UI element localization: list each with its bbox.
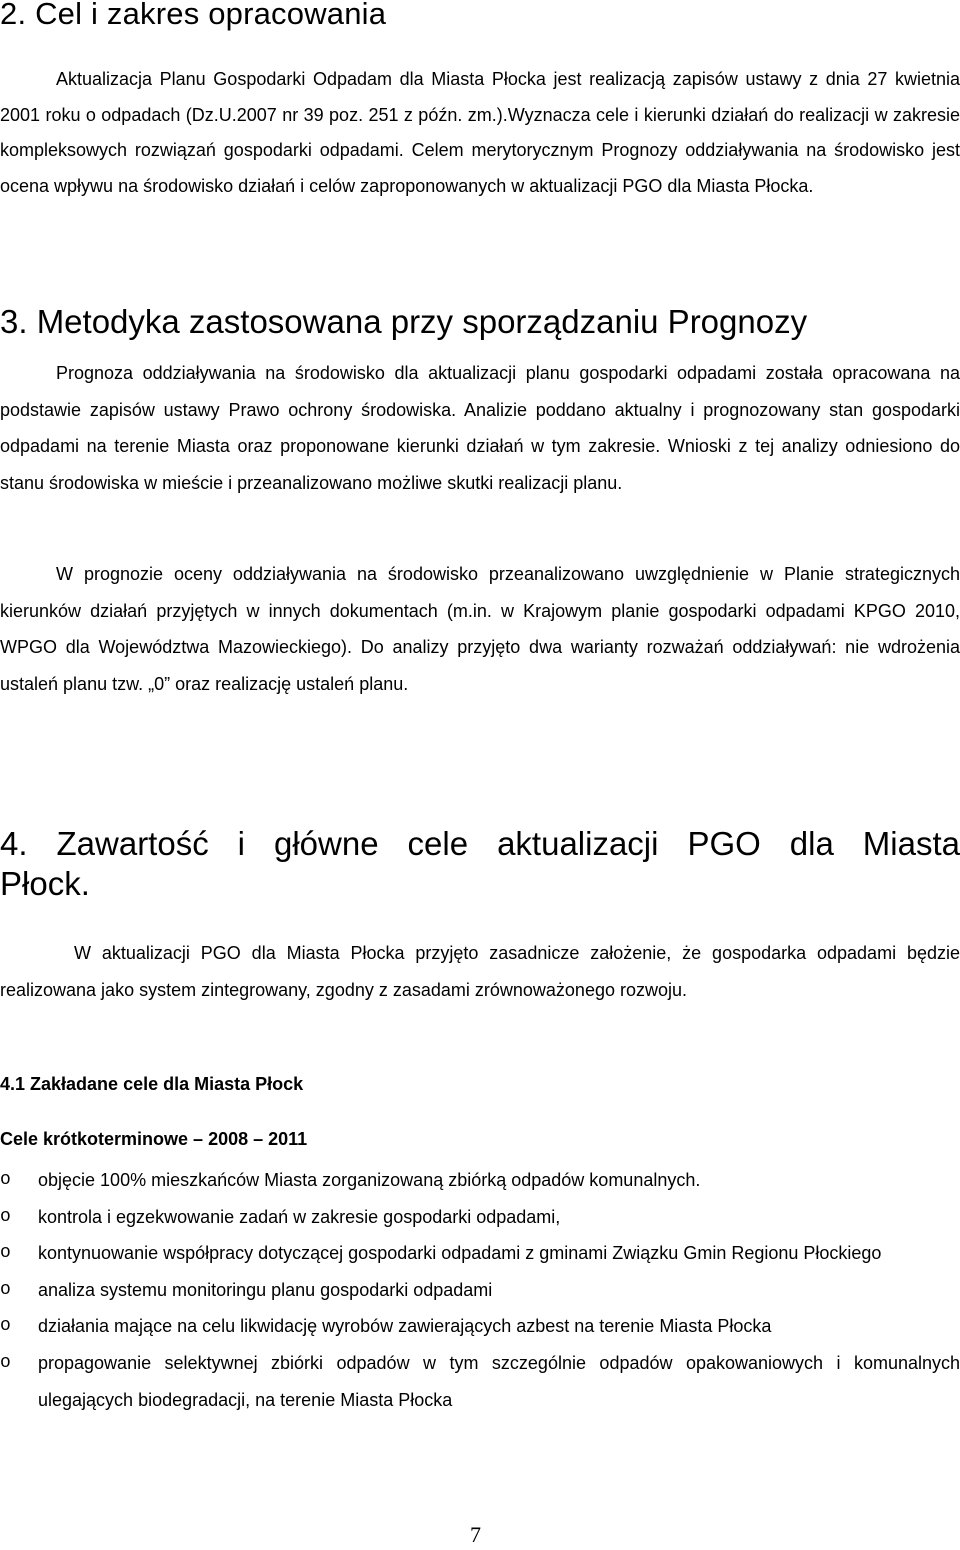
section-3-paragraph-2-text: W prognozie oceny oddziaływania na środowisko przeanalizowano uwzględnienie w Planie strategicznych kierunków działań przyjętych w innych dokumentach (m.in. w Krajowym planie gospodarki odpadami KPGO 2010, WPGO dla Województwa Mazowieckiego). Do analizy przyjęto dwa warianty rozważań oddziaływań: nie wdrożenia ustaleń planu tzw. „0” oraz realizację ustaleń planu. bbox=[0, 564, 960, 694]
list-item bbox=[0, 1272, 960, 1309]
bullet-o-icon: o bbox=[0, 1243, 11, 1264]
section-3-paragraph-1 bbox=[0, 355, 960, 501]
bullet-o-icon: o bbox=[0, 1279, 11, 1300]
bullet-o-icon: o bbox=[0, 1170, 11, 1190]
short-term-goals-heading: Cele krótkoterminowe – 2008 – 2011 bbox=[0, 1129, 308, 1149]
bullet-o-icon: o bbox=[0, 1352, 11, 1373]
section-2-heading: 2. Cel i zakres opracowania bbox=[0, 0, 387, 31]
section-4-heading: 4. Zawartość i główne cele aktualizacji PGO dla Miasta Płock. bbox=[0, 825, 960, 902]
list-item bbox=[0, 1345, 960, 1418]
list-item bbox=[0, 1235, 960, 1272]
list-item-text: kontrola i egzekwowanie zadań w zakresie gospodarki odpadami, bbox=[38, 1206, 561, 1227]
section-3-paragraph-2 bbox=[0, 556, 960, 702]
section-3-paragraph-1-text: Prognoza oddziaływania na środowisko dla aktualizacji planu gospodarki odpadami została opracowana na podstawie zapisów ustawy Prawo ochrony środowiska. Analizie poddano aktualny i prognozowany stan gospodarki odpadami na terenie Miasta oraz proponowane kierunki działań w tym zakresie. Wnioski z tej analizy odniesiono do stanu środowiska w mieście i przeanalizowano możliwe skutki realizacji planu. bbox=[0, 363, 960, 493]
subsection-4-1-heading: 4.1 Zakładane cele dla Miasta Płock bbox=[0, 1074, 304, 1094]
section-2-paragraph bbox=[0, 62, 960, 204]
list-item bbox=[0, 1199, 960, 1236]
list-item-text: kontynuowanie współpracy dotyczącej gospodarki odpadami z gminami Związku Gmin Regionu Płockiego bbox=[38, 1243, 882, 1264]
section-4-paragraph bbox=[0, 935, 960, 1008]
section-2-paragraph-text: Aktualizacja Planu Gospodarki Odpadam dla Miasta Płocka jest realizacją zapisów ustawy z dnia 27 kwietnia 2001 roku o odpadach (Dz.U.2007 nr 39 poz. 251 z późn. zm.).Wyznacza cele i kierunki działań do realizacji w zakresie kompleksowych rozwiązań gospodarki odpadami. Celem merytorycznym Prognozy oddziaływania na środowisko jest ocena wpływu na środowisko działań i celów zaproponowanych w aktualizacji PGO dla Miasta Płocka. bbox=[0, 69, 960, 196]
bullet-o-icon: o bbox=[0, 1316, 11, 1337]
list-item-text: analiza systemu monitoringu planu gospodarki odpadami bbox=[38, 1279, 493, 1300]
list-item-text: propagowanie selektywnej zbiórki odpadów w tym szczególnie odpadów opakowaniowych i komunalnych ulegających biodegradacji, na terenie Miasta Płocka bbox=[38, 1352, 960, 1410]
section-3-heading: 3. Metodyka zastosowana przy sporządzaniu Prognozy bbox=[0, 303, 808, 340]
list-item bbox=[0, 1162, 960, 1199]
section-4-paragraph-text: W aktualizacji PGO dla Miasta Płocka przyjęto zasadnicze założenie, że gospodarka odpadami będzie realizowana jako system zintegrowany, zgodny z zasadami zrównoważonego rozwoju. bbox=[0, 943, 960, 1000]
page-number: 7 bbox=[470, 1522, 481, 1547]
bullet-o-icon: o bbox=[0, 1206, 11, 1227]
list-item-text: działania mające na celu likwidację wyrobów zawierających azbest na terenie Miasta Płocka bbox=[38, 1316, 772, 1337]
list-item-text: objęcie 100% mieszkańców Miasta zorganizowaną zbiórką odpadów komunalnych. bbox=[38, 1170, 701, 1190]
goals-list bbox=[0, 1162, 960, 1418]
list-item bbox=[0, 1308, 960, 1345]
